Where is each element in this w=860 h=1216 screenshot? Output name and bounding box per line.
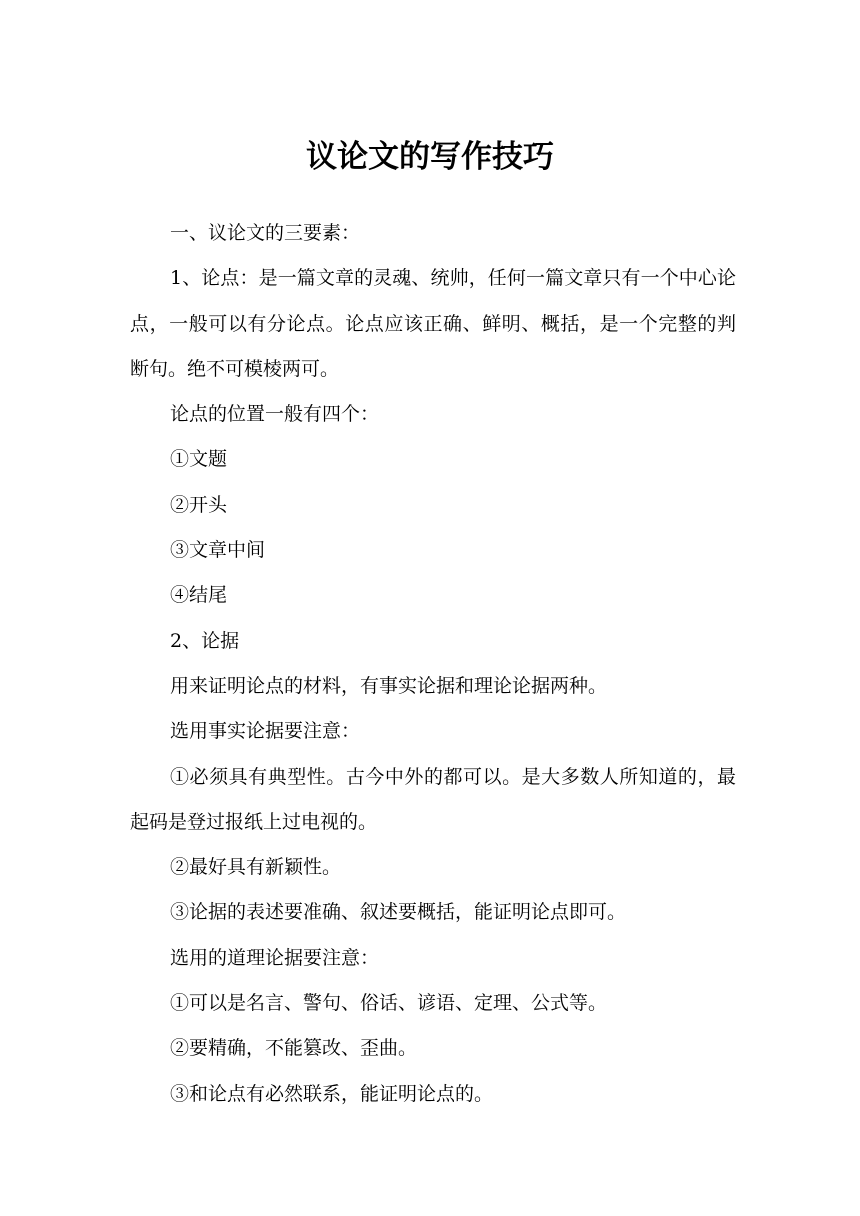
- list-item: ②最好具有新颖性。: [170, 856, 342, 879]
- list-item: ④结尾: [170, 584, 228, 607]
- paragraph-theory-evidence-heading: 选用的道理论据要注意：: [170, 946, 380, 969]
- list-item: ②开头: [170, 493, 228, 516]
- page-title: 议论文的写作技巧: [306, 139, 554, 175]
- list-item: ③论据的表述要准确、叙述要概括，能证明论点即可。: [170, 901, 627, 924]
- list-item: ③文章中间: [170, 539, 266, 562]
- paragraph-evidence-heading: 2、论据: [170, 629, 240, 652]
- paragraph-section-heading: 一、议论文的三要素：: [170, 222, 361, 244]
- list-item: ①必须具有典型性。古今中外的都可以。是大多数人所知道的，最起码是登过报纸上过电视的。: [130, 765, 736, 833]
- list-item: ②要精确，不能篡改、歪曲。: [170, 1037, 418, 1060]
- paragraph-thesis-definition: 1、论点：是一篇文章的灵魂、统帅，任何一篇文章只有一个中心论点，一般可以有分论点。论点应该正确、鲜明、概括，是一个完整的判断句。绝不可模棱两可。: [130, 267, 736, 380]
- list-item: ①文题: [170, 448, 228, 471]
- paragraph-evidence-definition: 用来证明论点的材料，有事实论据和理论论据两种。: [170, 674, 608, 697]
- list-item: ①可以是名言、警句、俗话、谚语、定理、公式等。: [170, 992, 608, 1015]
- paragraph-fact-evidence-heading: 选用事实论据要注意：: [170, 720, 361, 743]
- paragraph-thesis-positions: 论点的位置一般有四个：: [170, 403, 380, 426]
- list-item: ③和论点有必然联系，能证明论点的。: [170, 1082, 494, 1105]
- document-body: [130, 211, 736, 1117]
